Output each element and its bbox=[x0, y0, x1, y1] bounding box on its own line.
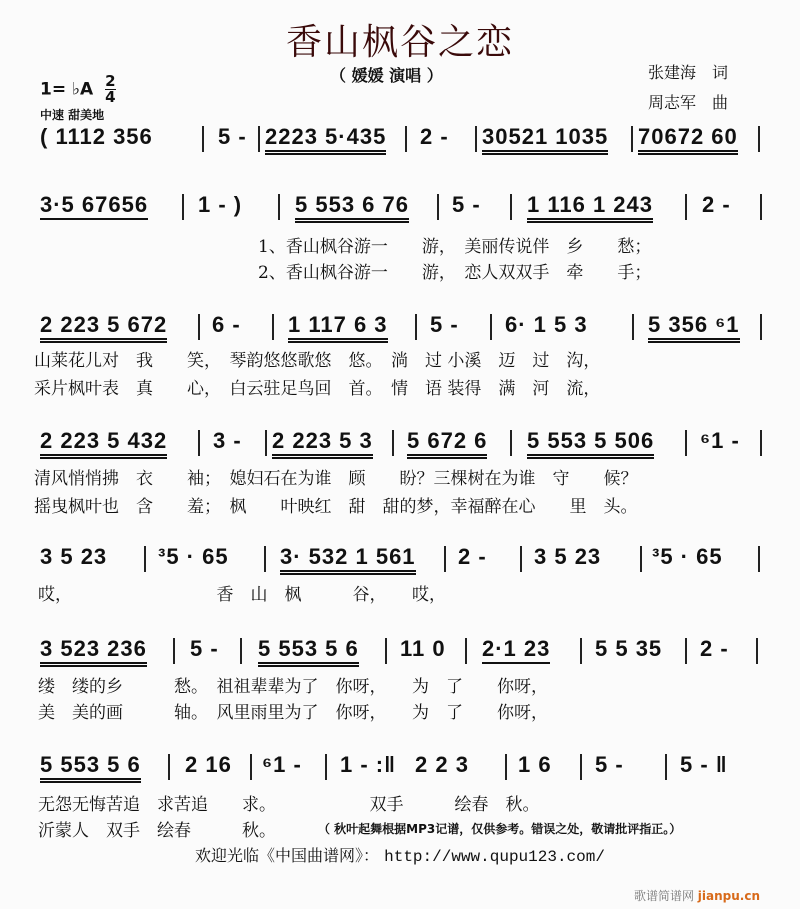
measure: 6 - bbox=[212, 312, 241, 337]
key-label: 1= ♭A bbox=[40, 79, 94, 100]
measure: 5 - ‖ bbox=[680, 752, 728, 777]
measure: 5 356 ⁶1 bbox=[648, 312, 740, 343]
measure: 2 223 5 3 bbox=[272, 428, 373, 459]
measure: 5 - bbox=[190, 636, 219, 661]
lyricist-credit: 张建海 词 bbox=[648, 63, 729, 82]
measure: 1 6 bbox=[518, 752, 552, 777]
measure: 11 0 bbox=[400, 636, 446, 661]
footer-welcome: 欢迎光临《中国曲谱网》： bbox=[195, 846, 380, 865]
measure: 2·1 23 bbox=[482, 636, 550, 664]
measure: 2 - bbox=[700, 636, 729, 661]
measure: 2 223 5 432 bbox=[40, 428, 167, 459]
lyrics-verse-1: 1、香山枫谷游一 游， 美丽传说伴 乡 愁； bbox=[258, 237, 652, 257]
measure: 3 5 23 bbox=[534, 544, 602, 569]
lyrics-verse-1: 山莱花儿对 我 笑， 琴韵悠悠歌悠 悠。 淌 过 小溪 迈 过 沟， bbox=[34, 351, 601, 371]
composer-credit: 周志军 曲 bbox=[648, 93, 729, 112]
measure: 5 - bbox=[218, 124, 247, 149]
measure: 5 553 6 76 bbox=[295, 192, 409, 223]
tempo-marking: 中速 甜美地 bbox=[40, 108, 105, 122]
measure: 2 - bbox=[458, 544, 487, 569]
measure: 2223 5·435 bbox=[265, 124, 386, 155]
transcription-note: （ 秋叶起舞根据MP3记谱，仅供参考。错误之处，敬请批评指正。） bbox=[318, 822, 682, 836]
measure: 2 16 bbox=[185, 752, 232, 777]
footer-url-link[interactable]: http://www.qupu123.com/ bbox=[384, 848, 605, 866]
lyrics-verse-2: 2、香山枫谷游一 游， 恋人双双手 牵 手； bbox=[258, 263, 652, 283]
measure: 3 5 23 bbox=[40, 544, 108, 569]
watermark-url: jianpu.cn bbox=[697, 889, 760, 903]
key-signature bbox=[40, 74, 116, 105]
measure: ⁶1 - bbox=[262, 752, 302, 777]
lyrics-verse-2: 美 美的画 轴。 风里雨里为了 你呀， 为 了 你呀， bbox=[38, 703, 548, 723]
lyrics-verse-2: 摇曳枫叶也 含 羞； 枫 叶映红 甜 甜的梦，幸福醉在心 里 头。 bbox=[34, 497, 638, 517]
measure: 3·5 67656 bbox=[40, 192, 148, 220]
measure: ³5 · 65 bbox=[652, 544, 723, 569]
measure: 2 - bbox=[420, 124, 449, 149]
lyrics-verse-1: 清风悄悄拂 衣 袖； 媳妇石在为谁 顾 盼？三棵树在为谁 守 候？ bbox=[34, 469, 638, 489]
measure: 1 117 6 3 bbox=[288, 312, 388, 343]
measure: 1 - ) bbox=[198, 192, 243, 217]
watermark bbox=[634, 887, 760, 904]
measure: 5 - bbox=[452, 192, 481, 217]
measure: ³5 · 65 bbox=[158, 544, 229, 569]
measure: 5 - bbox=[430, 312, 459, 337]
measure: 30521 1035 bbox=[482, 124, 608, 155]
measure: 5 - bbox=[595, 752, 624, 777]
lyrics-verse-1: 无怨无悔苦追 求苦追 求。 双手 绘春 秋。 bbox=[38, 795, 540, 815]
lyrics-verse-2: 采片枫叶表 真 心， 白云驻足鸟回 首。 情 语 装得 满 河 流， bbox=[34, 379, 601, 399]
measure: 3 523 236 bbox=[40, 636, 147, 667]
time-signature: $\frac{2}{4}$ bbox=[105, 72, 116, 106]
lyrics-verse-1: 缕 缕的乡 愁。 祖祖辈辈为了 你呀， 为 了 你呀， bbox=[38, 677, 548, 697]
measure: 5 553 5 6 bbox=[258, 636, 359, 667]
lyrics-verse-2: 沂蒙人 双手 绘春 秋。 bbox=[38, 821, 276, 841]
measure: 5 553 5 6 bbox=[40, 752, 141, 783]
measure: 2 - bbox=[702, 192, 731, 217]
measure: 5 672 6 bbox=[407, 428, 487, 459]
measure: 5 553 5 506 bbox=[527, 428, 654, 459]
measure: 6· 1 5 3 bbox=[505, 312, 588, 337]
footer bbox=[0, 843, 800, 866]
watermark-cn: 歌谱简谱网 bbox=[633, 889, 694, 903]
measure: ⁶1 - bbox=[700, 428, 740, 453]
measure: 3 - bbox=[213, 428, 242, 453]
measure: ( 1112 356 bbox=[40, 124, 153, 149]
measure: 5 5 35 bbox=[595, 636, 663, 661]
page-title: 香山枫谷之恋 bbox=[285, 22, 514, 63]
measure: 1 - :‖ bbox=[340, 752, 397, 777]
lyrics-verse-1: 哎， 香 山 枫 谷， 哎， bbox=[38, 585, 446, 605]
measure: 3· 532 1 561 bbox=[280, 544, 416, 575]
measure: 2 223 5 672 bbox=[40, 312, 167, 343]
measure: 2 2 3 bbox=[415, 752, 469, 777]
measure: 70672 60 bbox=[638, 124, 738, 155]
singer-credit: （ 媛媛 演唱 ） bbox=[330, 66, 443, 85]
measure: 1 116 1 243 bbox=[527, 192, 653, 223]
